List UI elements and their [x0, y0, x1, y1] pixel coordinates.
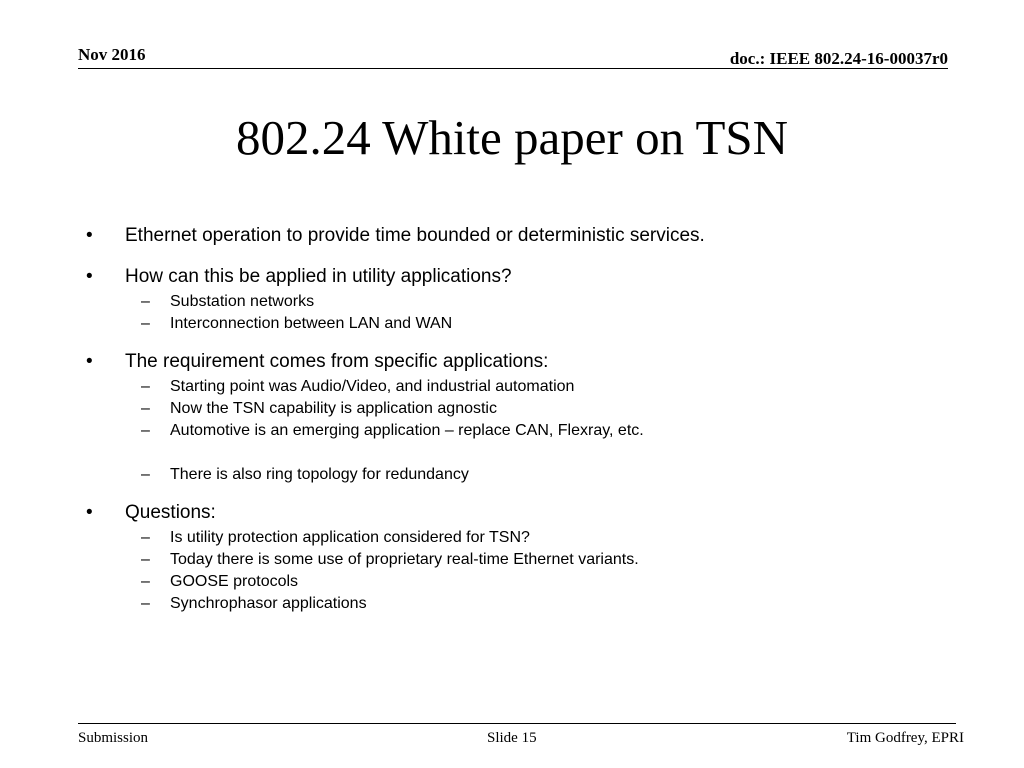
- header-divider: [78, 68, 948, 69]
- sub-bullet-text: Substation networks: [170, 293, 315, 310]
- bullet-item: [80, 499, 960, 615]
- sub-bullet-mark: –: [141, 422, 150, 439]
- sub-bullet-text: Automotive is an emerging application – replace CAN, Flexray, etc.: [170, 422, 644, 439]
- sub-bullet-line: [80, 420, 960, 442]
- sub-bullet-text: Is utility protection application considered for TSN?: [170, 529, 530, 546]
- sub-bullet-line: [80, 313, 960, 335]
- sub-bullet-line: [80, 291, 960, 313]
- sub-bullet-text: Interconnection between LAN and WAN: [170, 315, 453, 332]
- sub-bullet-line: [80, 376, 960, 398]
- sub-bullet-text: Synchrophasor applications: [170, 595, 367, 612]
- bullet-mark: •: [86, 225, 93, 246]
- sub-bullet-mark: –: [141, 551, 150, 568]
- bullet-line: [80, 263, 960, 291]
- bullet-line: [80, 348, 960, 376]
- sub-bullet-line: [80, 398, 960, 420]
- header-document-id: doc.: IEEE 802.24-16-00037r0: [729, 49, 948, 68]
- slide-body: [80, 222, 960, 615]
- footer-submission: Submission: [78, 730, 149, 746]
- header-date: Nov 2016: [78, 45, 146, 64]
- sub-bullet-mark: –: [141, 529, 150, 546]
- sub-bullet-mark: –: [141, 573, 150, 590]
- footer-slide-number: Slide 15: [487, 730, 537, 746]
- bullet-item: [80, 222, 960, 250]
- bullet-mark: •: [86, 266, 93, 287]
- sub-bullet-mark: –: [141, 595, 150, 612]
- sub-bullet-line: [80, 464, 960, 486]
- sub-bullet-mark: –: [141, 293, 150, 310]
- bullet-mark: •: [86, 351, 93, 372]
- sub-bullet-text: There is also ring topology for redundancy: [170, 466, 469, 483]
- sub-bullet-line: [80, 571, 960, 593]
- sub-bullet-text: Now the TSN capability is application agnostic: [170, 400, 497, 417]
- bullet-item: [80, 348, 960, 486]
- slide-title: 802.24 White paper on TSN: [235, 110, 789, 165]
- bullet-text: The requirement comes from specific applications:: [125, 351, 549, 372]
- bullet-mark: •: [86, 502, 93, 523]
- sub-bullet-text: Today there is some use of proprietary real-time Ethernet variants.: [170, 551, 639, 568]
- bullet-text: Questions:: [125, 502, 216, 523]
- sub-bullet-mark: –: [141, 466, 150, 483]
- footer-divider: [78, 723, 956, 724]
- bullet-line: [80, 222, 960, 250]
- bullet-item: [80, 263, 960, 335]
- sub-bullet-line: [80, 527, 960, 549]
- bullet-text: Ethernet operation to provide time bounded or deterministic services.: [125, 225, 705, 246]
- sub-bullet-text: Starting point was Audio/Video, and industrial automation: [170, 378, 575, 395]
- blank-line: [80, 442, 960, 464]
- sub-bullet-line: [80, 549, 960, 571]
- sub-bullet-mark: –: [141, 378, 150, 395]
- bullet-text: How can this be applied in utility applications?: [125, 266, 512, 287]
- bullet-line: [80, 499, 960, 527]
- sub-bullet-mark: –: [141, 400, 150, 417]
- sub-bullet-mark: –: [141, 315, 150, 332]
- sub-bullet-text: GOOSE protocols: [170, 573, 299, 590]
- footer-author: Tim Godfrey, EPRI: [846, 730, 964, 746]
- sub-bullet-line: [80, 593, 960, 615]
